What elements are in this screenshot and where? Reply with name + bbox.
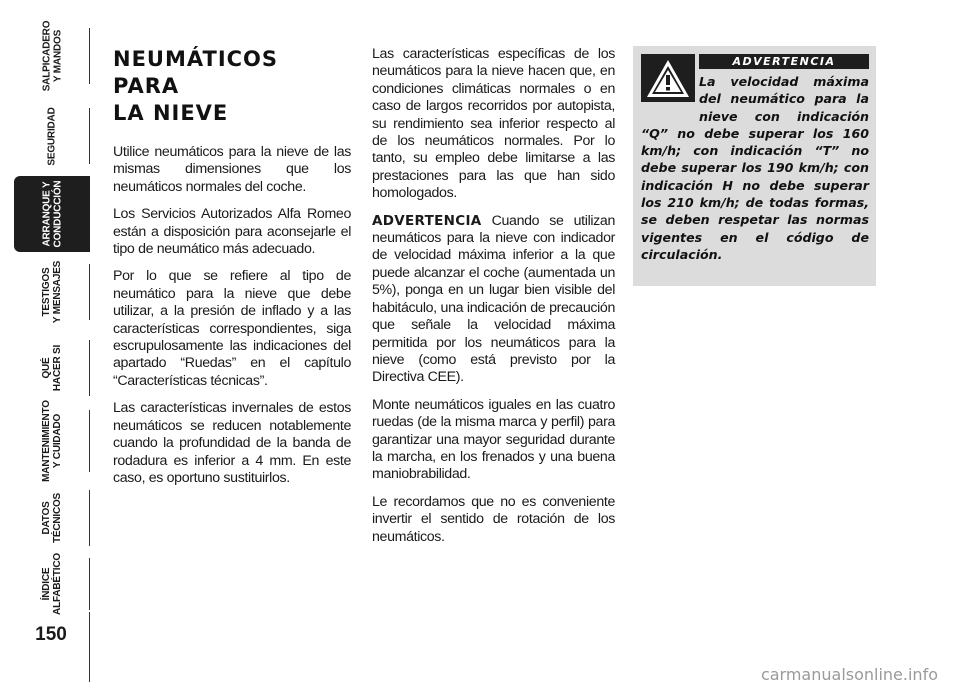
column-middle — [372, 46, 615, 556]
tab-que-hacer-si[interactable]: QUÉ HACER SI — [14, 334, 90, 402]
page-number: 150 — [35, 624, 67, 645]
paragraph: Por lo que se refiere al tipo de neumático para la nieve que debe utilizar, a la presión de inflado y a las características correspondientes, siga escrupulosamente las indicaciones del apartado “Ruedas” en el capítulo “Características técnicas”. — [113, 268, 351, 389]
advertencia-text: Cuando se utilizan neumáticos para la nieve con indicador de velocidad máxima inferior a la que puede alcanzar el coche (aumentada un 5%), ponga en un lugar bien visible del habitáculo, una indicación de precaución que señale la velocidad máxima permitida por los neumáticos para la nieve (como está previsto por la Directiva CEE). — [372, 212, 615, 386]
watermark: carmanualsonline.info — [760, 665, 938, 684]
section-title: NEUMÁTICOS PARA LA NIEVE — [113, 47, 279, 125]
tab-datos-tecnicos[interactable]: DATOS TÉCNICOS — [14, 484, 90, 552]
tab-seguridad[interactable]: SEGURIDAD — [14, 102, 90, 170]
advertencia-paragraph — [372, 213, 615, 387]
paragraph: Le recordamos que no es conveniente invertir el sentido de rotación de los neumáticos. — [372, 493, 615, 545]
warning-box — [633, 46, 876, 286]
paragraph: Utilice neumáticos para la nieve de las mismas dimensiones que los neumáticos normales del coche. — [113, 144, 351, 195]
column-left — [113, 40, 351, 497]
paragraph: Monte neumáticos iguales en las cuatro ruedas (de la misma marca y perfil) para garantizar una mayor seguridad durante la marcha, en los frenados y una buena maniobrabilidad. — [372, 396, 615, 483]
warning-header: ADVERTENCIA — [699, 54, 869, 69]
tab-salpicadero[interactable]: SALPICADERO Y MANDOS — [14, 22, 90, 90]
tab-mantenimiento[interactable]: MANTENIMIENTO Y CUIDADO — [14, 404, 90, 478]
advertencia-label: ADVERTENCIA — [372, 212, 482, 229]
tab-indice-alfabetico[interactable]: ÍNDICE ALFABÉTICO — [14, 552, 90, 616]
paragraph: Las características invernales de estos neumáticos se reducen notablemente cuando la profundidad de la banda de rodadura es inferior a 4 mm. En este caso, es oportuno sustituirlos. — [113, 400, 351, 486]
paragraph: Las características específicas de los neumáticos para la nieve hacen que, en condiciones climáticas normales o en caso de largos recorridos por autopista, su rendimiento sea inferior respecto al de los neumáticos normales. Por lo tanto, su empleo debe limitarse a las prestaciones para las que han sido homologados. — [372, 46, 615, 202]
chapter-tab-strip — [0, 0, 96, 692]
tab-arranque-y-conduccion[interactable]: ARRANQUE Y CONDUCCIÓN — [14, 176, 90, 252]
paragraph: Los Servicios Autorizados Alfa Romeo están a disposición para aconsejarle el tipo de neumático más adecuado. — [113, 206, 351, 258]
tab-testigos[interactable]: TESTIGOS Y MENSAJES — [14, 258, 90, 326]
warning-text: La velocidad máxima del neumático para la nieve con indicación “Q” no debe superar los 160 km/h; con indicación “T” no debe superar los 190 km/h; con indicación H no debe superar los 210 km/h; de todas formas, se deben respetar las normas vigentes en el código de circulación. — [641, 74, 869, 262]
